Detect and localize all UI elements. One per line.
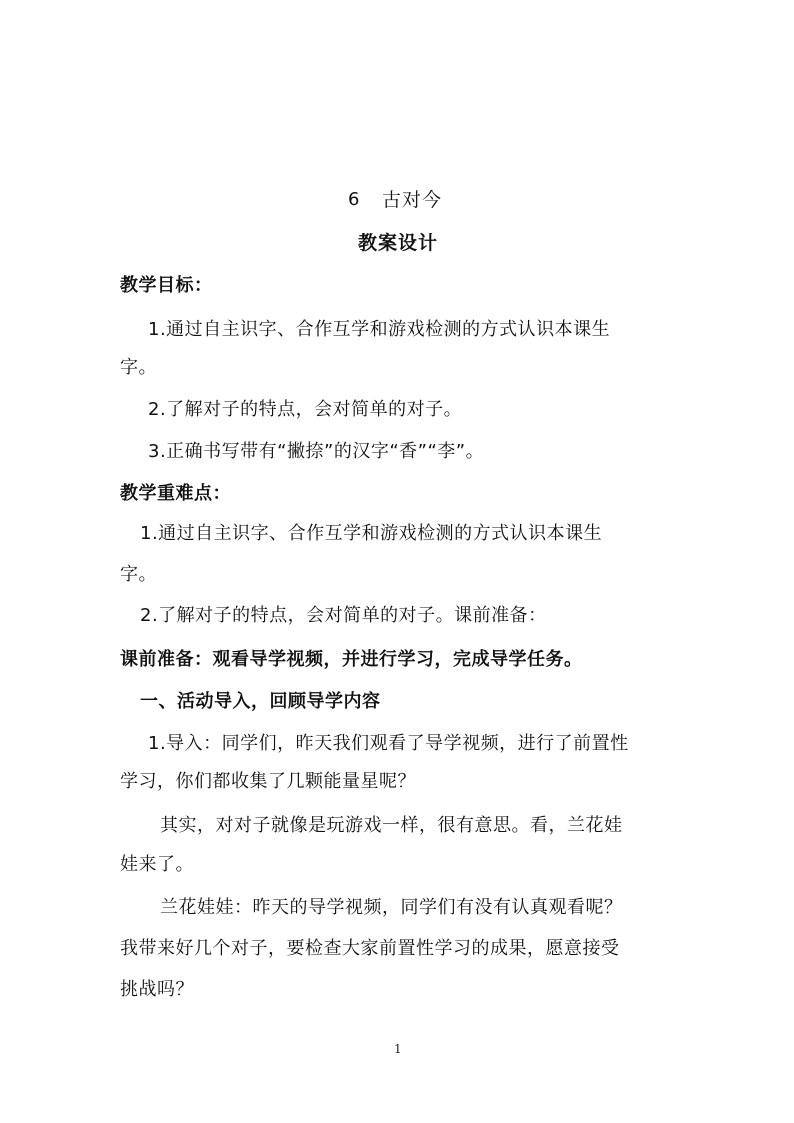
section-1-p3-line-1: 兰花娃娃：昨天的导学视频，同学们有没有认真观看呢？ xyxy=(160,897,623,918)
lesson-title: 古对今 xyxy=(382,189,443,211)
objective-3: 3.正确书写带有“撇捺”的汉字“香”“李”。 xyxy=(148,441,485,462)
section-1-heading: 一、活动导入，回顾导学内容 xyxy=(140,691,381,712)
section-1-p2-line-1: 其实，对对子就像是玩游戏一样，很有意思。看，兰花娃 xyxy=(160,815,623,836)
document-subtitle: 教案设计 xyxy=(358,232,439,254)
page-number: 1 xyxy=(394,1042,402,1056)
preparation: 课前准备：观看导学视频，并进行学习，完成导学任务。 xyxy=(120,649,583,670)
section-1-p1-line-2: 学习，你们都收集了几颗能量星呢？ xyxy=(120,771,416,792)
section-1-p3-line-3: 挑战吗？ xyxy=(120,979,194,1000)
objective-2: 2.了解对子的特点，会对简单的对子。 xyxy=(148,399,463,420)
objective-1-line-1: 1.通过自主识字、合作互学和游戏检测的方式认识本课生 xyxy=(148,319,611,340)
key-point-1-line-2: 字。 xyxy=(120,564,157,585)
objectives-heading: 教学目标： xyxy=(120,275,213,296)
key-points-heading: 教学重难点： xyxy=(120,483,231,504)
section-1-p2-line-2: 娃来了。 xyxy=(120,854,194,875)
section-1-p1-line-1: 1.导入：同学们，昨天我们观看了导学视频，进行了前置性 xyxy=(148,733,629,754)
section-1-p3-line-2: 我带来好几个对子，要检查大家前置性学习的成果，愿意接受 xyxy=(120,938,620,959)
lesson-number: 6 xyxy=(348,189,360,210)
key-point-2: 2.了解对子的特点，会对简单的对子。课前准备： xyxy=(140,605,547,626)
objective-1-line-2: 字。 xyxy=(120,357,157,378)
key-point-1-line-1: 1.通过自主识字、合作互学和游戏检测的方式认识本课生 xyxy=(140,523,603,544)
